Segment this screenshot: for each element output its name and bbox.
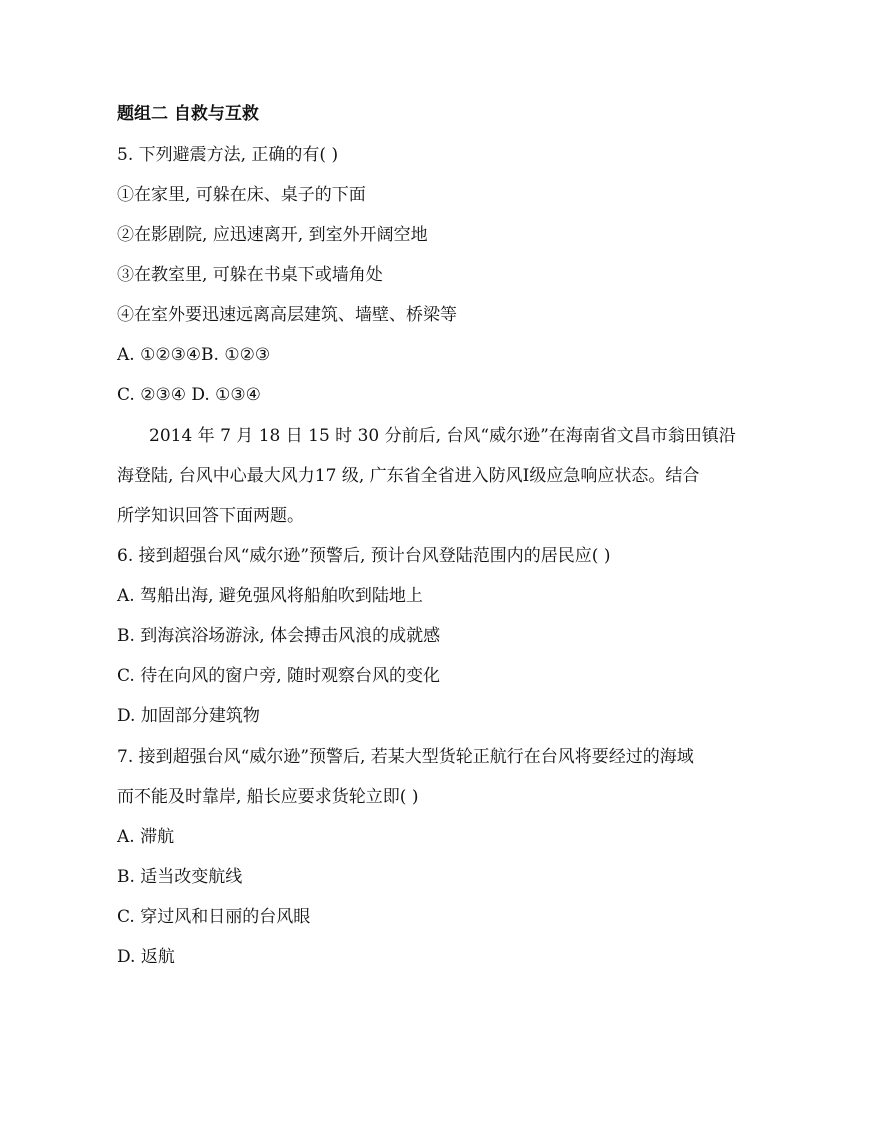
question-5-item-3: ③在教室里, 可躲在书桌下或墙角处 xyxy=(117,265,383,285)
passage-line-3: 所学知识回答下面两题。 xyxy=(117,506,304,526)
passage-line-2: 海登陆, 台风中心最大风力17 级, 广东省全省进入防风Ⅰ级应急响应状态。结合 xyxy=(117,466,700,486)
question-6-option-a: A. 驾船出海, 避免强风将船舶吹到陆地上 xyxy=(117,586,423,606)
question-7-option-b: B. 适当改变航线 xyxy=(117,867,243,887)
question-7-option-a: A. 滞航 xyxy=(117,827,175,847)
question-6-option-d: D. 加固部分建筑物 xyxy=(117,706,260,726)
passage-line-1: 2014 年 7 月 18 日 15 时 30 分前后, 台风“威尔逊”在海南省文昌市翁田镇沿 xyxy=(149,426,736,446)
question-6-stem: 6. 接到超强台风“威尔逊”预警后, 预计台风登陆范围内的居民应( ) xyxy=(117,546,611,566)
question-7-stem-line-1: 7. 接到超强台风“威尔逊”预警后, 若某大型货轮正航行在台风将要经过的海域 xyxy=(117,747,694,767)
question-5-item-2: ②在影剧院, 应迅速离开, 到室外开阔空地 xyxy=(117,225,428,245)
question-5-options-cd: C. ②③④ D. ①③④ xyxy=(117,385,261,405)
question-5-item-4: ④在室外要迅速远离高层建筑、墙壁、桥梁等 xyxy=(117,305,457,325)
question-7-option-d: D. 返航 xyxy=(117,947,175,967)
question-5-item-1: ①在家里, 可躲在床、桌子的下面 xyxy=(117,185,366,205)
question-5-stem: 5. 下列避震方法, 正确的有( ) xyxy=(117,145,339,165)
question-7-stem-line-2: 而不能及时靠岸, 船长应要求货轮立即( ) xyxy=(117,787,419,807)
question-6-option-c: C. 待在向风的窗户旁, 随时观察台风的变化 xyxy=(117,666,441,686)
section-title: 题组二 自救与互救 xyxy=(117,104,259,124)
question-6-option-b: B. 到海滨浴场游泳, 体会搏击风浪的成就感 xyxy=(117,626,441,646)
question-5-options-ab: A. ①②③④B. ①②③ xyxy=(117,345,271,365)
question-7-option-c: C. 穿过风和日丽的台风眼 xyxy=(117,907,311,927)
